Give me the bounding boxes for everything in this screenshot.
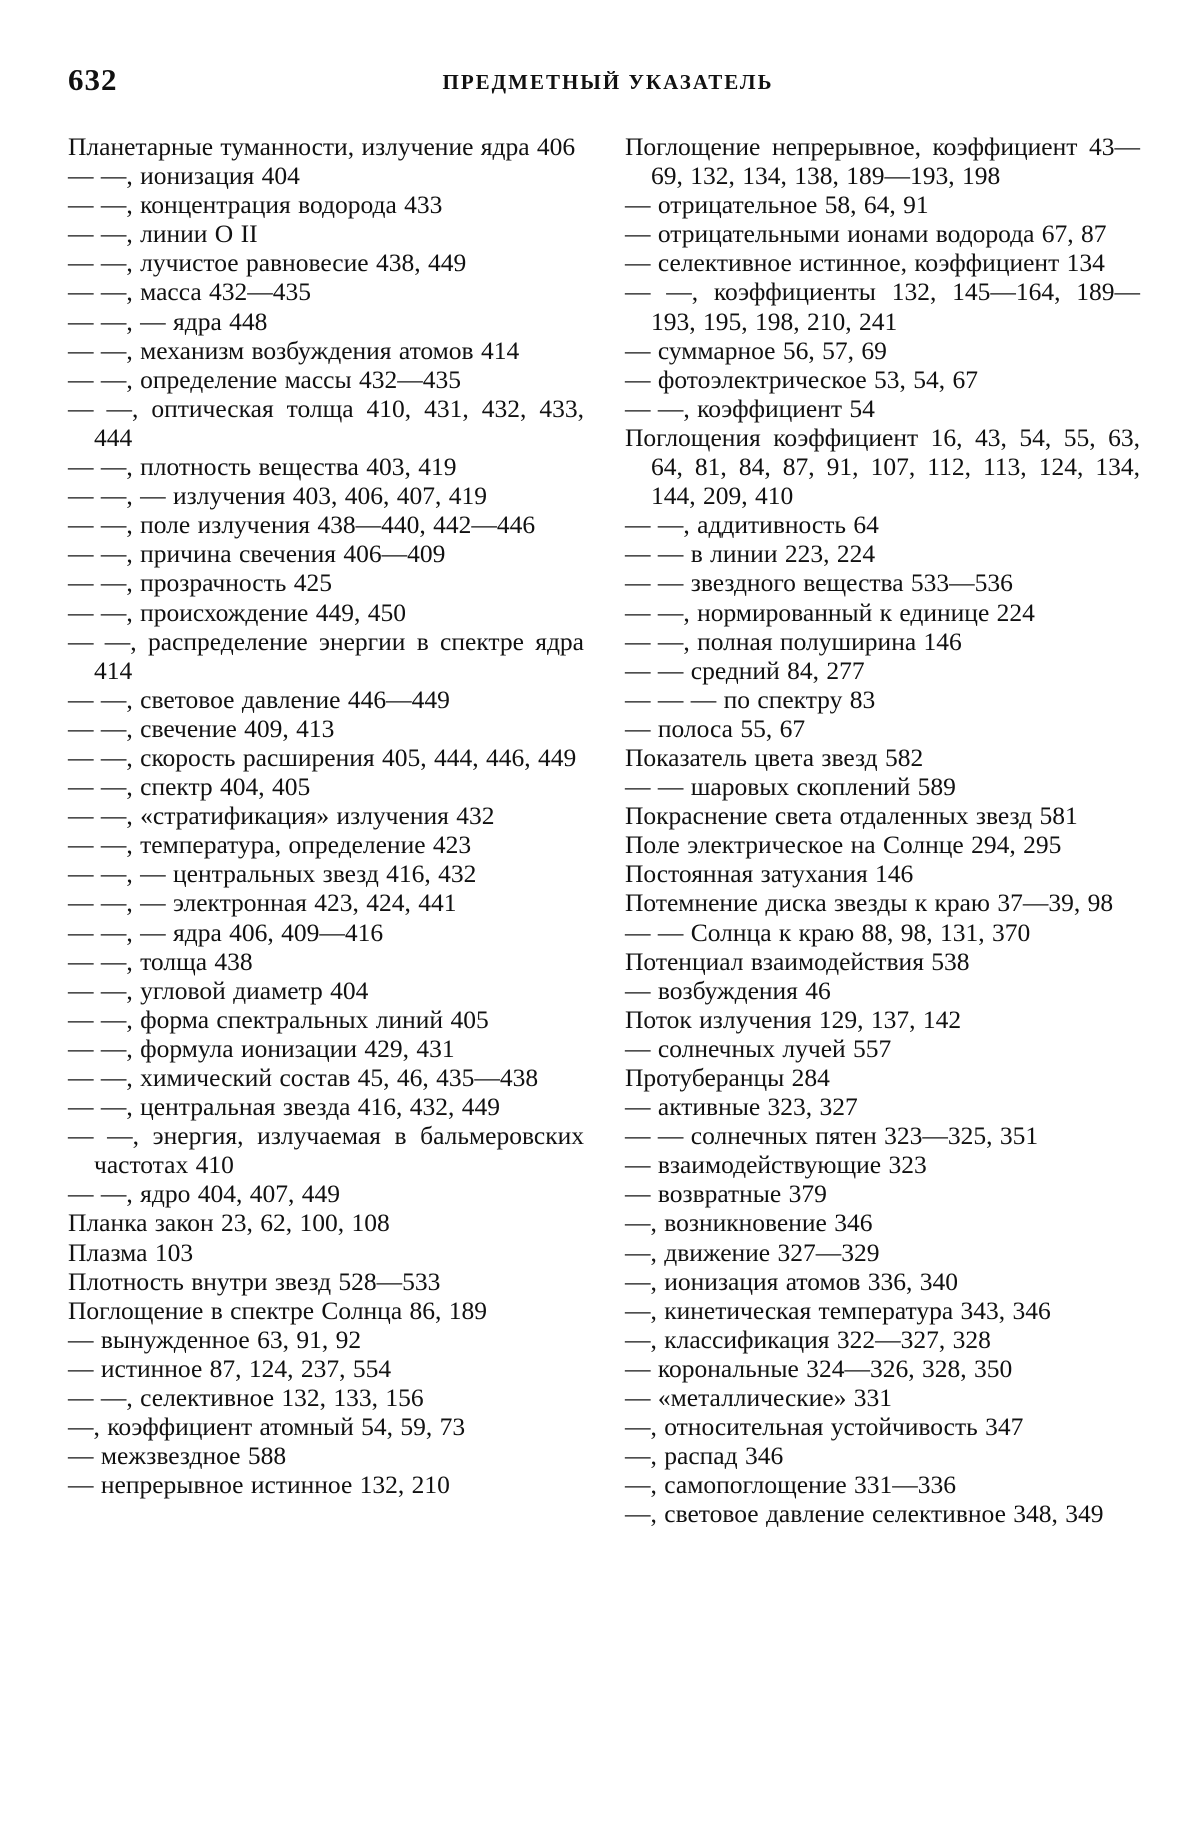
page-number: 632 <box>68 62 118 97</box>
index-entry: Планка закон 23, 62, 100, 108 <box>68 1208 390 1238</box>
index-entry: — —, концентрация водорода 433 <box>68 190 443 220</box>
index-entry: — «металлические» 331 <box>625 1383 892 1413</box>
index-entry: — —, ионизация 404 <box>68 161 300 191</box>
index-entry: — —, распределение энергии в спектре ядра 414 <box>68 626 584 685</box>
index-entry: Протуберанцы 284 <box>625 1063 830 1092</box>
index-entry: — отрицательными ионами водорода 67, 87 <box>625 219 1107 249</box>
index-entry: — вынужденное 63, 91, 92 <box>68 1324 362 1354</box>
index-entry: Плотность внутри звезд 528—533 <box>68 1266 441 1296</box>
index-entry: —, самопоглощение 331—336 <box>625 1470 957 1500</box>
index-entry: —, коэффициент атомный 54, 59, 73 <box>68 1412 466 1442</box>
index-entry: Потемнение диска звезды к краю 37—39, 98 <box>625 888 1114 918</box>
index-entry: — селективное истинное, коэффициент 134 <box>625 248 1105 278</box>
index-entry: — — Солнца к краю 88, 98, 131, 370 <box>625 917 1031 947</box>
index-entry: — —, поле излучения 438—440, 442—446 <box>68 510 536 540</box>
index-entry: — взаимодействующие 323 <box>625 1150 927 1180</box>
index-entry: —, относительная устойчивость 347 <box>625 1412 1024 1442</box>
index-entry: — —, аддитивность 64 <box>625 510 879 540</box>
index-entry: Поглощение непрерывное, коэффициент 43—69, 132, 134, 138, 189—193, 198 <box>625 132 1140 191</box>
index-entry: — солнечных лучей 557 <box>625 1033 892 1063</box>
index-entry: — возвратные 379 <box>625 1179 827 1209</box>
index-entry: — —, температура, определение 423 <box>68 830 472 860</box>
index-entry: — —, линии O II <box>68 219 258 249</box>
index-column-left <box>68 132 584 1499</box>
page-header <box>68 62 1148 102</box>
index-entry: — непрерывное истинное 132, 210 <box>68 1470 450 1500</box>
index-entry: — —, плотность вещества 403, 419 <box>68 452 457 482</box>
index-entry: Поток излучения 129, 137, 142 <box>625 1004 962 1034</box>
index-entry: — —, энергия, излучаемая в бальмеровских частотах 410 <box>68 1121 584 1180</box>
index-entry: — —, свечение 409, 413 <box>68 713 335 743</box>
index-entry: — —, происхождение 449, 450 <box>68 597 406 627</box>
index-entry: — —, нормированный к единице 224 <box>625 597 1035 627</box>
index-entry: — —, световое давление 446—449 <box>68 684 450 714</box>
index-entry: —, ионизация атомов 336, 340 <box>625 1266 959 1296</box>
index-entry: — —, — ядра 406, 409—416 <box>68 917 384 947</box>
index-entry: Поглощения коэффициент 16, 43, 54, 55, 63, 64, 81, 84, 87, 91, 107, 112, 113, 124, 134, 144, 209, 410 <box>625 422 1140 511</box>
index-column-right <box>625 132 1140 1529</box>
index-entry: — —, форма спектральных линий 405 <box>68 1004 489 1034</box>
index-entry: — —, центральная звезда 416, 432, 449 <box>68 1092 501 1122</box>
index-entry: Плазма 103 <box>68 1237 194 1267</box>
index-entry: — —, спектр 404, 405 <box>68 772 311 802</box>
index-entry: — —, скорость расширения 405, 444, 446, 449 <box>68 742 577 772</box>
index-entry: — — звездного вещества 533—536 <box>625 568 1013 598</box>
index-entry: — фотоэлектрическое 53, 54, 67 <box>625 364 979 394</box>
index-entry: — межзвездное 588 <box>68 1441 287 1471</box>
index-entry: — —, оптическая толща 410, 431, 432, 433, 444 <box>68 393 584 452</box>
index-entry: — —, механизм возбуждения атомов 414 <box>68 335 520 365</box>
index-entry: — —, — электронная 423, 424, 441 <box>68 888 457 918</box>
index-entry: Потенциал взаимодействия 538 <box>625 946 970 976</box>
index-entry: — —, — излучения 403, 406, 407, 419 <box>68 481 487 511</box>
index-entry: — —, угловой диаметр 404 <box>68 975 369 1005</box>
index-entry: — полоса 55, 67 <box>625 713 806 743</box>
index-entry: — —, причина свечения 406—409 <box>68 539 446 569</box>
index-entry: — —, толща 438 <box>68 946 253 976</box>
index-entry: — отрицательное 58, 64, 91 <box>625 190 929 220</box>
index-entry: — —, ядро 404, 407, 449 <box>68 1179 340 1209</box>
index-entry: — —, «стратификация» излучения 432 <box>68 801 495 831</box>
index-entry: — —, коэффициент 54 <box>625 393 875 423</box>
index-entry: — —, определение массы 432—435 <box>68 364 461 394</box>
index-entry: — — — по спектру 83 <box>625 684 876 714</box>
running-title: ПРЕДМЕТНЫЙ УКАЗАТЕЛЬ <box>442 70 774 94</box>
index-entry: —, возникновение 346 <box>625 1208 873 1238</box>
index-entry: — корональные 324—326, 328, 350 <box>625 1353 1013 1383</box>
index-entry: Постоянная затухания 146 <box>625 859 914 889</box>
index-entry: — —, химический состав 45, 46, 435—438 <box>68 1063 539 1092</box>
index-entry: Поглощение в спектре Солнца 86, 189 <box>68 1295 488 1325</box>
index-entry: Покраснение света отдаленных звезд 581 <box>625 801 1078 831</box>
index-entry: — истинное 87, 124, 237, 554 <box>68 1353 392 1383</box>
index-entry: — — средний 84, 277 <box>625 655 865 685</box>
index-entry: — суммарное 56, 57, 69 <box>625 335 887 365</box>
index-entry: — —, коэффициенты 132, 145—164, 189—193, 195, 198, 210, 241 <box>625 277 1140 336</box>
index-entry: —, движение 327—329 <box>625 1237 880 1267</box>
index-entry: — —, полная полуширина 146 <box>625 626 962 656</box>
index-entry: Планетарные туманности, излучение ядра 406 <box>68 132 576 161</box>
index-entry: Поле электрическое на Солнце 294, 295 <box>625 830 1062 860</box>
index-entry: — активные 323, 327 <box>625 1092 858 1122</box>
index-entry: — —, — ядра 448 <box>68 306 268 336</box>
index-entry: —, классификация 322—327, 328 <box>625 1324 991 1354</box>
index-entry: — — солнечных пятен 323—325, 351 <box>625 1121 1039 1151</box>
index-entry: — —, лучистое равновесие 438, 449 <box>68 248 467 278</box>
index-entry: Показатель цвета звезд 582 <box>625 742 924 772</box>
index-entry: — — шаровых скоплений 589 <box>625 772 956 802</box>
index-entry: — —, прозрачность 425 <box>68 568 332 598</box>
index-entry: — — в линии 223, 224 <box>625 539 876 569</box>
index-entry: — —, формула ионизации 429, 431 <box>68 1033 455 1063</box>
index-entry: — возбуждения 46 <box>625 975 831 1005</box>
index-entry: —, распад 346 <box>625 1441 784 1471</box>
index-entry: — —, — центральных звезд 416, 432 <box>68 859 477 889</box>
index-entry: —, кинетическая температура 343, 346 <box>625 1295 1051 1325</box>
index-entry: — —, масса 432—435 <box>68 277 312 307</box>
index-entry: —, световое давление селективное 348, 349 <box>625 1499 1104 1529</box>
index-entry: — —, селективное 132, 133, 156 <box>68 1383 424 1413</box>
